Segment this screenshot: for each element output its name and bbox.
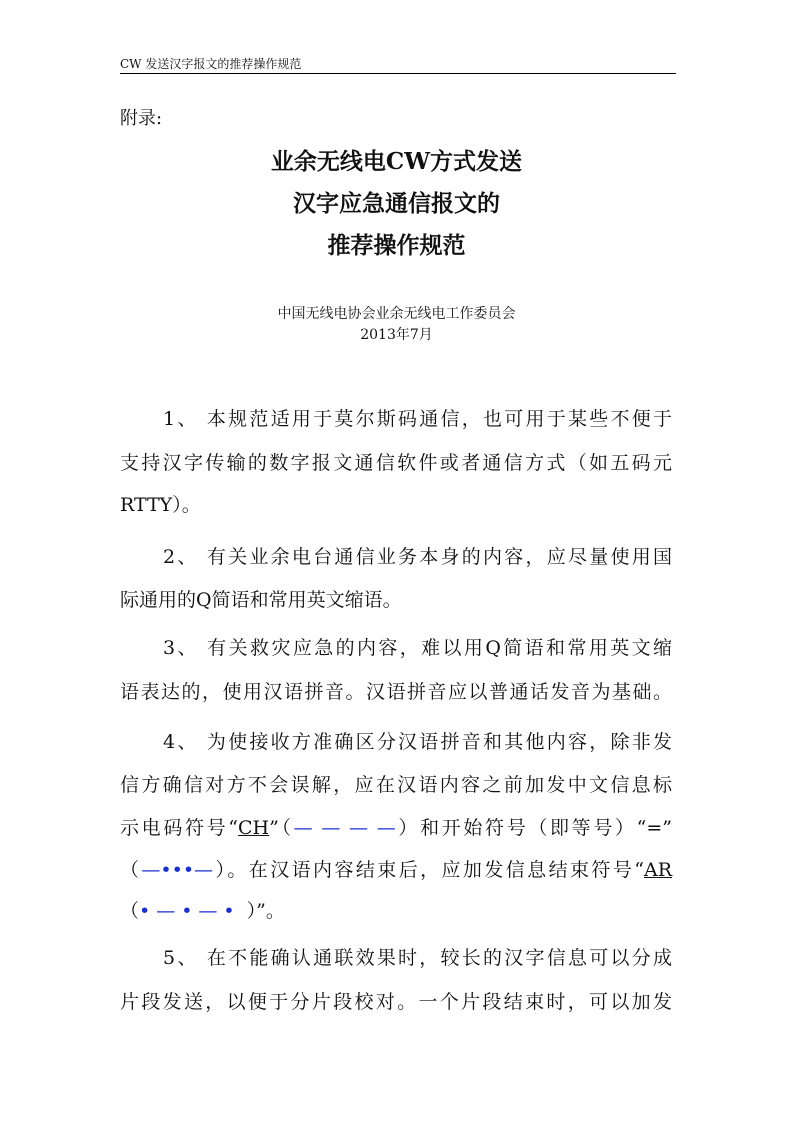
paragraph-4-line: 4、 为使接收方准确区分汉语拼音和其他内容，除非发 [163, 731, 672, 753]
paragraph-3-line: 语表达的，使用汉语拼音。汉语拼音应以普通话发音为基础。 [120, 681, 672, 703]
paragraph-2-line: 2、 有关业余电台通信业务本身的内容，应尽量使用国 [163, 546, 672, 568]
paragraph-1-line: 支持汉字传输的数字报文通信软件或者通信方式（如五码元 [120, 452, 672, 474]
text: 示电码符号“ [120, 817, 239, 839]
title-line-1: 业余无线电CW方式发送 [270, 148, 523, 175]
text: （ [120, 859, 142, 881]
paragraph-4-line [120, 855, 672, 882]
paragraph-3-line: 3、 有关救灾应急的内容，难以用Q简语和常用英文缩 [163, 637, 672, 659]
organization: 中国无线电协会业余无线电工作委员会 [277, 306, 516, 322]
text: （ [120, 900, 140, 922]
paragraph-4-line [120, 896, 672, 923]
ch-morse: — — — — [293, 817, 396, 839]
title-line-2: 汉字应急通信报文的 [293, 190, 500, 217]
paragraph-5-line: 片段发送，以便于分片段校对。一个片段结束时，可以加发 [120, 991, 672, 1013]
text: ）和开始符号（即等号）“=” [395, 817, 672, 839]
text: ）”。 [240, 900, 285, 922]
header-rule [120, 73, 676, 74]
paragraph-1-line: 1、 本规范适用于莫尔斯码通信，也可用于某些不便于 [163, 408, 672, 430]
appendix-label: 附录: [120, 108, 163, 129]
text: ）。在汉语内容结束后，应加发信息结束符号“ [213, 859, 644, 881]
paragraph-2-line: 际通用的Q简语和常用英文缩语。 [120, 589, 402, 611]
date: 2013年7月 [360, 327, 433, 343]
ch-code: CH [238, 817, 270, 839]
paragraph-5-line: 5、 在不能确认通联效果时，较长的汉字信息可以分成 [163, 947, 672, 969]
paragraph-4-line: 信方确信对方不会误解，应在汉语内容之前加发中文信息标 [120, 774, 672, 796]
running-header: CW 发送汉字报文的推荐操作规范 [120, 57, 302, 71]
paragraph-4-line [120, 813, 672, 840]
text: ”（ [269, 817, 294, 839]
paragraph-1-line: RTTY）。 [120, 494, 201, 516]
equals-morse: —•••— [141, 859, 214, 881]
ar-morse: •—•—• [139, 900, 241, 922]
title-line-3: 推荐操作规范 [327, 232, 466, 259]
ar-code: AR [643, 859, 672, 881]
